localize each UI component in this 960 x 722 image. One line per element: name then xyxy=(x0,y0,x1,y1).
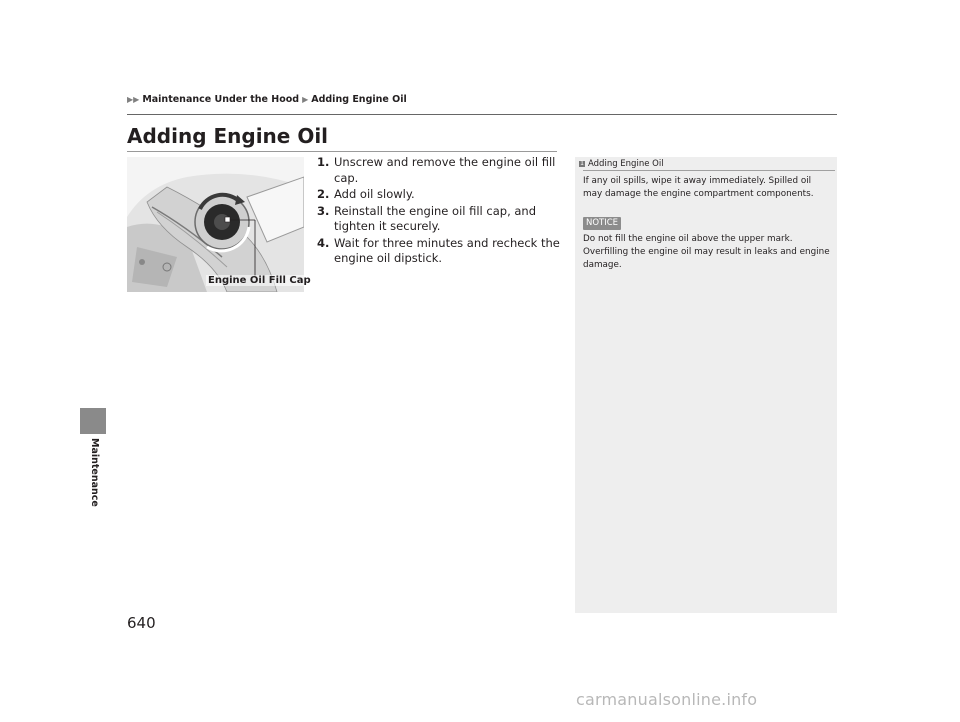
note-rule xyxy=(583,170,835,171)
note-body: If any oil spills, wipe it away immediately. Spilled oil may damage the engine compartment components. xyxy=(583,176,814,199)
notice-text: Do not fill the engine oil above the upper mark. Overfilling the engine oil may result in leaks and engine damage. xyxy=(583,234,830,270)
page-title: Adding Engine Oil xyxy=(127,124,329,148)
note-heading xyxy=(579,159,664,169)
breadcrumb xyxy=(127,94,407,105)
step-number: 1. xyxy=(317,155,330,169)
breadcrumb-section[interactable]: Maintenance Under the Hood xyxy=(142,94,300,105)
step-number: 4. xyxy=(317,235,330,250)
engine-bay-illustration xyxy=(127,157,304,292)
section-tab[interactable] xyxy=(80,408,106,434)
step-text: Add oil slowly. xyxy=(334,187,415,201)
step-number: 3. xyxy=(317,203,330,218)
note-heading-text[interactable]: Adding Engine Oil xyxy=(588,159,664,169)
watermark: carmanualsonline.info xyxy=(576,690,758,709)
side-note-panel xyxy=(575,157,837,613)
note-marker-icon: 1 xyxy=(580,160,584,167)
step-item xyxy=(317,204,562,235)
step-item xyxy=(317,187,562,203)
step-item xyxy=(317,155,562,186)
notice-badge: NOTICE xyxy=(583,217,621,230)
procedure-steps xyxy=(317,155,562,268)
step-text: Wait for three minutes and recheck the engine oil dipstick. xyxy=(334,235,560,265)
engine-oil-cap-photo xyxy=(127,157,304,292)
section-tab-label: Maintenance xyxy=(89,438,100,507)
step-number: 2. xyxy=(317,187,330,201)
breadcrumb-page[interactable]: Adding Engine Oil xyxy=(311,94,407,105)
step-item xyxy=(317,236,562,267)
step-text: Reinstall the engine oil fill cap, and tighten it securely. xyxy=(334,203,537,233)
header-rule xyxy=(127,114,837,115)
title-rule xyxy=(127,151,557,152)
breadcrumb-arrow-icon: ▶▶ xyxy=(127,95,140,104)
photo-caption: Engine Oil Fill Cap xyxy=(208,275,311,286)
step-text: Unscrew and remove the engine oil fill cap. xyxy=(334,155,556,185)
page-number: 640 xyxy=(127,614,156,632)
breadcrumb-separator-icon: ▶ xyxy=(302,95,309,104)
section-tab-label-wrap xyxy=(88,438,102,508)
